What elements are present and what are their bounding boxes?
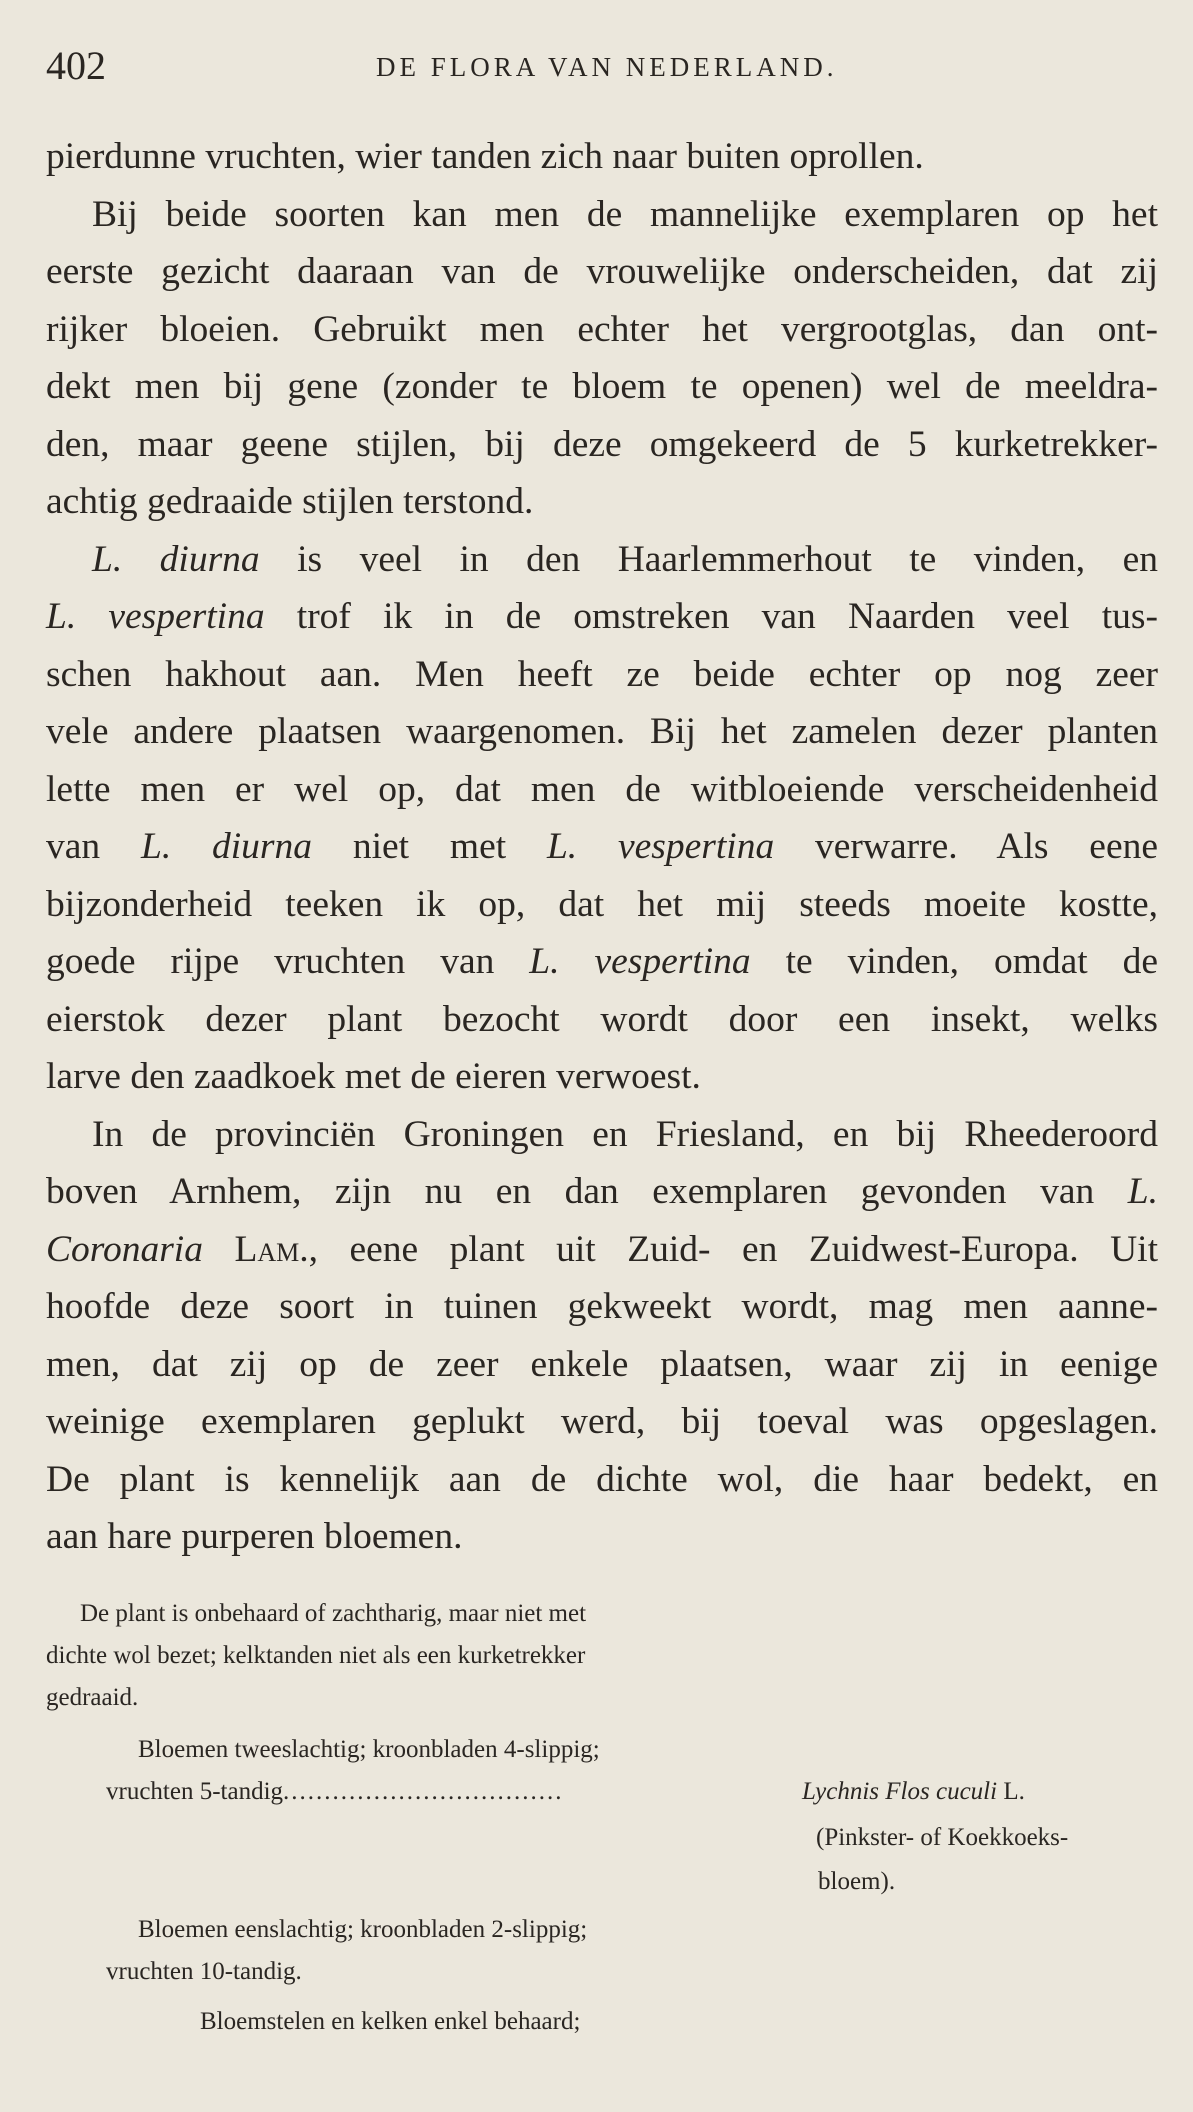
text-span: weinige exemplaren geplukt werd, bij toeval was opgeslagen. [46, 1401, 1158, 1442]
species-name: Lychnis Flos cuculi [802, 1778, 998, 1805]
text-line [46, 531, 1158, 589]
text-span: , eene plant uit Zuid- en Zuidwest-Europa. Uit [308, 1228, 1159, 1270]
text-line [46, 1336, 1158, 1394]
key-line: (Pinkster- of Koekkoeks- [816, 1824, 1069, 1851]
text-span: men, dat zij op de zeer enkele plaatsen, waar zij in eenige [46, 1343, 1158, 1385]
text-span: hoofde deze soort in tuinen gekweekt wordt, mag men aanne- [46, 1286, 1158, 1327]
text-line [46, 243, 1158, 301]
text-span: aan hare purperen bloemen. [46, 1516, 463, 1557]
text-span: verwarre. Als eene [774, 826, 1158, 867]
page-header [46, 42, 1158, 92]
text-line [46, 991, 1158, 1049]
body-text [46, 128, 1158, 1566]
text-span: vruchten 5-tandig [106, 1778, 284, 1805]
text-line [46, 473, 1158, 531]
species-name: L. vespertina [46, 596, 265, 637]
text-line [46, 588, 1158, 646]
leader-dots: .................................. [283, 1778, 564, 1805]
text-span: lette men er wel op, dat men de witbloeiende verscheidenheid [46, 768, 1158, 810]
text-span: te vinden, omdat de [750, 941, 1158, 982]
key-line [106, 1771, 564, 1813]
text-line [46, 703, 1158, 761]
text-line [46, 358, 1158, 416]
species-name: L. diurna [92, 538, 260, 580]
text-span: bijzonderheid teeken ik op, dat het mij steeds moeite kostte, [46, 883, 1158, 925]
text-line [46, 761, 1158, 819]
species-name: L. [1127, 1171, 1158, 1212]
text-line [46, 646, 1158, 704]
text-line [46, 1106, 1158, 1164]
author-abbrev: L. [1003, 1778, 1025, 1805]
text-span: schen hakhout aan. Men heeft ze beide echter op nog zeer [46, 653, 1158, 695]
text-span: den, maar geene stijlen, bij deze omgekeerd de 5 kurketrekker- [46, 423, 1158, 465]
text-span: boven Arnhem, zijn nu en dan exemplaren gevonden van [46, 1171, 1128, 1212]
text-line [46, 1393, 1158, 1451]
text-line [46, 1221, 1158, 1279]
text-span: De plant is kennelijk aan de dichte wol, die haar bedekt, en [46, 1458, 1158, 1500]
text-line [46, 1163, 1158, 1221]
text-line [46, 416, 1158, 474]
text-span: goede rijpe vruchten van [46, 941, 530, 982]
key-line: gedraaid. [46, 1684, 139, 1711]
text-span: Bij beide soorten kan men de mannelijke exemplaren op het [92, 193, 1158, 235]
text-line [46, 933, 1158, 991]
text-span: rijker bloeien. Gebruikt men echter het vergrootglas, dan ont- [46, 308, 1158, 350]
species-name: L. vespertina [529, 941, 751, 982]
key-line: Bloemen tweeslachtig; kroonbladen 4-slippig; [138, 1736, 600, 1763]
text-span: vele andere plaatsen waargenomen. Bij het zamelen dezer planten [46, 711, 1158, 752]
text-span: In de provinciën Groningen en Friesland, en bij Rheederoord [92, 1113, 1158, 1155]
key-line: dichte wol bezet; kelktanden niet als een kurketrekker [46, 1642, 586, 1669]
text-line [46, 1278, 1158, 1336]
key-line: Bloemstelen en kelken enkel behaard; [200, 2008, 581, 2035]
text-span: trof ik in de omstreken van Naarden veel tus- [264, 596, 1158, 637]
species-name: L. vespertina [546, 826, 775, 867]
text-span: eerste gezicht daaraan van de vrouwelijke onderscheiden, dat zij [46, 251, 1158, 292]
text-line [46, 1508, 1158, 1566]
text-line [46, 818, 1158, 876]
text-line [46, 186, 1158, 244]
text-span: larve den zaadkoek met de eieren verwoest. [46, 1056, 701, 1097]
text-span: dekt men bij gene (zonder te bloem te openen) wel de meeldra- [46, 366, 1158, 407]
text-line [46, 1451, 1158, 1509]
text-span: achtig gedraaide stijlen terstond. [46, 481, 534, 522]
text-line [46, 876, 1158, 934]
key-line: vruchten 10-tandig. [106, 1958, 302, 1985]
key-line: Bloemen eenslachtig; kroonbladen 2-slippig; [138, 1916, 588, 1943]
text-line [46, 128, 1158, 186]
author-abbrev: Lam. [234, 1228, 309, 1270]
key-species [802, 1771, 1025, 1813]
text-span: niet met [312, 826, 547, 867]
page-number: 402 [46, 43, 106, 88]
species-name: Coronaria [46, 1228, 203, 1270]
text-span: van [46, 826, 141, 867]
species-name: L. diurna [140, 826, 313, 867]
text-span: eierstok dezer plant bezocht wordt door een insekt, welks [46, 998, 1158, 1040]
text-span: pierdunne vruchten, wier tanden zich naar buiten oprollen. [46, 136, 924, 177]
running-title: DE FLORA VAN NEDERLAND. [376, 52, 838, 82]
text-line [46, 1048, 1158, 1106]
key-line: De plant is onbehaard of zachtharig, maar niet met [80, 1600, 587, 1627]
text-line [46, 301, 1158, 359]
key-line: bloem). [818, 1868, 896, 1895]
text-span: is veel in den Haarlemmerhout te vinden, en [259, 538, 1158, 580]
